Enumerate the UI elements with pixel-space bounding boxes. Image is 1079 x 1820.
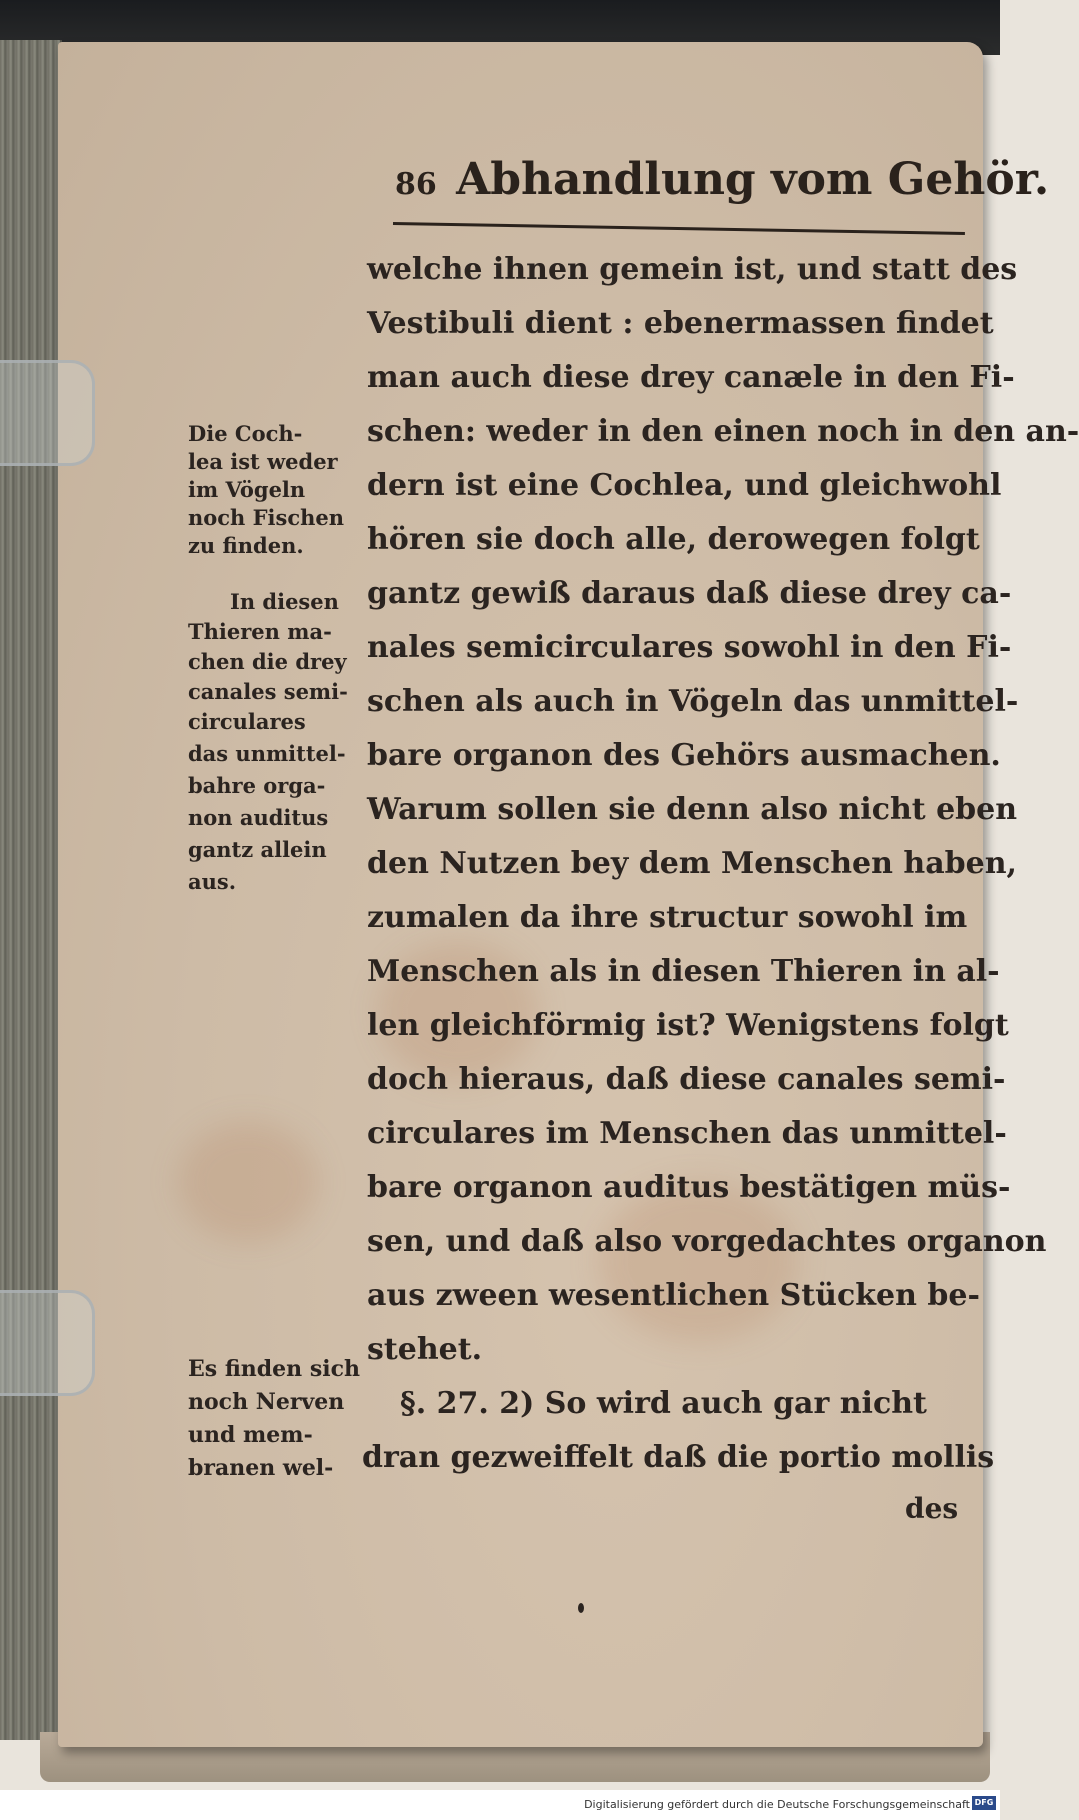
body-line: circulares im Menschen das unmittel- (367, 1116, 1007, 1151)
body-line: Vestibuli dient : ebenermassen findet (367, 306, 994, 341)
ink-speck (578, 1603, 584, 1613)
body-line: nales semicirculares sowohl in den Fi- (367, 630, 1012, 665)
margin-note-line: Thieren ma- (188, 619, 332, 644)
digitization-credit: Digitalisierung gefördert durch die Deutsche Forschungsgemeinschaft (584, 1798, 970, 1811)
page-header (395, 150, 1050, 215)
body-line: welche ihnen gemein ist, und statt des (367, 252, 1018, 287)
margin-note-line: noch Nerven (188, 1389, 345, 1415)
body-line: sen, und daß also vorgedachtes organon (367, 1224, 1047, 1259)
body-line: schen: weder in den einen noch in den an- (367, 414, 1079, 449)
margin-note-line: bahre orga- (188, 773, 326, 798)
book-clamp-top (0, 360, 95, 466)
body-line: schen als auch in Vögeln das unmittel- (367, 684, 1019, 719)
body-line: den Nutzen bey dem Menschen haben, (367, 846, 1017, 881)
body-line: gantz gewiß daraus daß diese drey ca- (367, 576, 1012, 611)
body-line: aus zween wesentlichen Stücken be- (367, 1278, 980, 1313)
body-line: Menschen als in diesen Thieren in al- (367, 954, 1000, 989)
margin-note-line: und mem- (188, 1422, 313, 1448)
page-number: 86 (395, 167, 437, 202)
foxing-stain (178, 1122, 318, 1242)
margin-note-line: noch Fischen (188, 505, 345, 530)
margin-note-line: circulares (188, 709, 306, 734)
book-page-edges (0, 40, 62, 1740)
body-line: dern ist eine Cochlea, und gleichwohl (367, 468, 1002, 503)
body-line: dran gezweiffelt daß die portio mollis (362, 1440, 995, 1475)
body-line: §. 27. 2) So wird auch gar nicht (400, 1386, 927, 1421)
margin-note-line: aus. (188, 869, 237, 894)
margin-note-line: lea ist weder (188, 449, 338, 474)
margin-note-line: In diesen (230, 589, 339, 614)
body-line: zumalen da ihre structur sowohl im (367, 900, 968, 935)
body-line: len gleichförmig ist? Wenigstens folgt (367, 1008, 1009, 1043)
digitization-footer (0, 1790, 1000, 1820)
margin-note-line: im Vögeln (188, 477, 306, 502)
catchword: des (905, 1492, 959, 1525)
body-line: man auch diese drey canæle in den Fi- (367, 360, 1015, 395)
book-clamp-bottom (0, 1290, 95, 1396)
margin-note-line: Es finden sich (188, 1356, 360, 1382)
margin-note-line: das unmittel- (188, 741, 346, 766)
dfg-logo-icon: DFG (972, 1796, 996, 1810)
margin-note-line: branen wel- (188, 1455, 334, 1481)
margin-note-line: gantz allein (188, 837, 327, 862)
body-line: Warum sollen sie denn also nicht eben (367, 792, 1018, 827)
body-line: bare organon des Gehörs ausmachen. (367, 738, 1001, 773)
margin-note-line: Die Coch- (188, 421, 303, 446)
running-head: Abhandlung vom Gehör. (456, 154, 1050, 205)
margin-note-line: chen die drey (188, 649, 347, 674)
margin-note-line: non auditus (188, 805, 329, 830)
margin-note-line: canales semi- (188, 679, 348, 704)
body-line: stehet. (367, 1332, 483, 1367)
body-line: doch hieraus, daß diese canales semi- (367, 1062, 1006, 1097)
margin-note-line: zu finden. (188, 533, 304, 558)
body-line: bare organon auditus bestätigen müs- (367, 1170, 1011, 1205)
body-line: hören sie doch alle, derowegen folgt (367, 522, 980, 557)
